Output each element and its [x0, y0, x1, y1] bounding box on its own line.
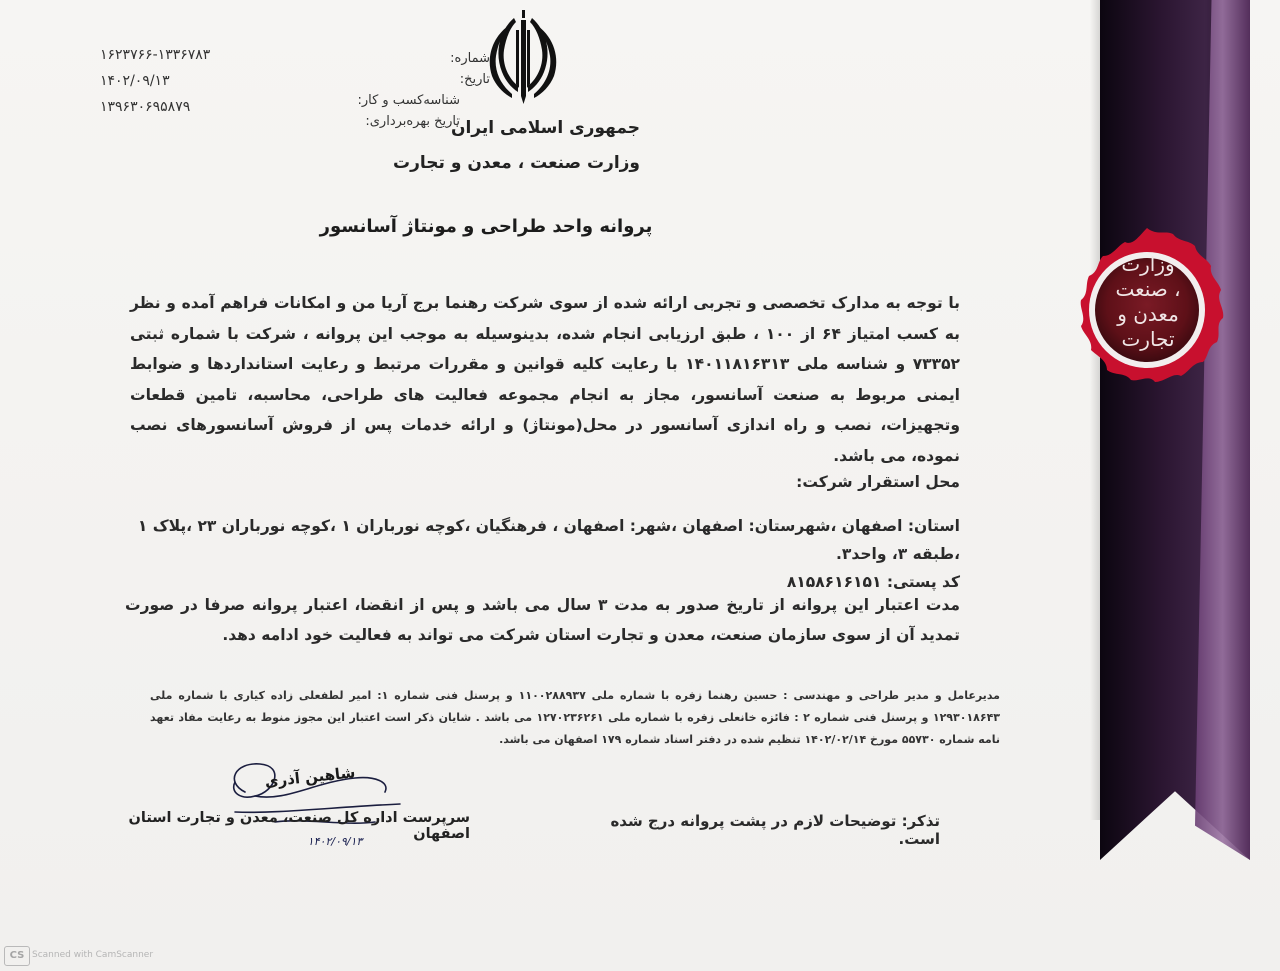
seal-line: تجارت: [1121, 327, 1175, 351]
seal-line: صنعت ،: [1115, 277, 1181, 301]
business-id-label: شناسه‌کسب و کار:: [357, 93, 460, 108]
business-id: ۱۳۹۶۳۰۶۹۵۸۷۹: [100, 99, 191, 115]
iran-emblem-icon: [478, 8, 568, 104]
seal-line: معدن و: [1117, 302, 1179, 326]
staff-text: مدیرعامل و مدیر طراحی و مهندسی : حسین رهنما زفره با شماره ملی ۱۱۰۰۲۸۸۹۳۷ و پرسنل فنی شماره ۱: امیر لطفعلی زاده کیاری با شماره ملی ۱۲۹۳۰۱۸۶۴۳ و پرسنل فنی شماره ۲ : فائزه خانعلی زفره با شماره ملی ۱۲۷۰۲۳۶۲۶۱ می باشد . شایان ذکر است اعتبار این مجوز منوط به رعایت مفاد تعهد نامه شماره ۵۵۷۳۰ مورخ ۱۴۰۲/۰۲/۱۴ تنظیم شده در دفتر اسناد شماره ۱۷۹ اصفهان می باشد.: [150, 689, 1001, 746]
header-values: [100, 42, 260, 120]
footnote: تذکر: توضیحات لازم در پشت پروانه درج شده است.: [610, 812, 940, 848]
seal-line: وزارت: [1121, 252, 1175, 276]
location-label: محل استقرار شرکت:: [796, 473, 960, 491]
postal-code: کد پستی: ۸۱۵۸۶۱۶۱۵۱: [786, 573, 960, 591]
number-label: شماره:: [450, 51, 490, 66]
date-label: تاریخ:: [459, 72, 490, 87]
letter-number: ۱۶۲۳۷۶۶-۱۳۳۶۷۸۳: [100, 47, 211, 63]
scanner-watermark: Scanned with CamScanner: [32, 950, 154, 960]
address-text: استان: اصفهان ،شهرستان: اصفهان ،شهر: اصفهان ، فرهنگیان ،کوچه نورباران ۱ ،کوچه نورباران ۲۳ ،پلاک ۱ ،طبقه ۳، واحد۳.: [137, 517, 960, 563]
document-title: پروانه واحد طراحی و مونتاژ آسانسور: [319, 216, 653, 237]
validity-text: مدت اعتبار این پروانه از تاریخ صدور به مدت ۳ سال می باشد و پس از انقضا، اعتبار پروانه صرفا در صورت تمدید آن از سوی سازمان صنعت، معدن و تجارت استان شرکت می تواند به فعالیت خود ادامه دهد.: [125, 596, 960, 644]
camscanner-logo-icon: CS: [4, 946, 30, 966]
ministry-heading: وزارت صنعت ، معدن و تجارت: [393, 153, 640, 173]
operation-date-label: تاریخ بهره‌برداری:: [365, 114, 460, 129]
seal-text: [1092, 252, 1204, 352]
letter-date: ۱۴۰۲/۰۹/۱۳: [100, 73, 170, 89]
signer-name: شاهین آذری: [263, 763, 357, 791]
republic-heading: جمهوری اسلامی ایران: [450, 118, 640, 138]
signer-title: سرپرست اداره کل صنعت، معدن و تجارت استان اصفهان: [128, 810, 470, 842]
license-body-text: با توجه به مدارک تخصصی و تجربی ارائه شده از سوی شرکت رهنما برج آریا من و امکانات فراهم آمده و نظر به کسب امتیاز ۶۴ از ۱۰۰ ، طبق ارزیابی انجام شده، بدینوسیله به موجب این پروانه ، شرکت با شماره ثبتی ۷۳۳۵۲ و شناسه ملی ۱۴۰۱۱۸۱۶۳۱۳ با رعایت کلیه قوانین و مقررات مرتبط و رعایت استانداردها و ضوابط ایمنی مربوط به صنعت آسانسور، مجاز به انجام مجموعه فعالیت های طراحی، محاسبه، تامین قطعات وتجهیزات، نصب و راه اندازی آسانسور در محل(مونتاژ) و ارائه خدمات پس از فروش آسانسورهای نصب نموده، می باشد.: [130, 294, 961, 465]
address-block: [120, 512, 960, 596]
signature-date: ۱۴۰۲/۰۹/۱۳: [307, 835, 363, 848]
